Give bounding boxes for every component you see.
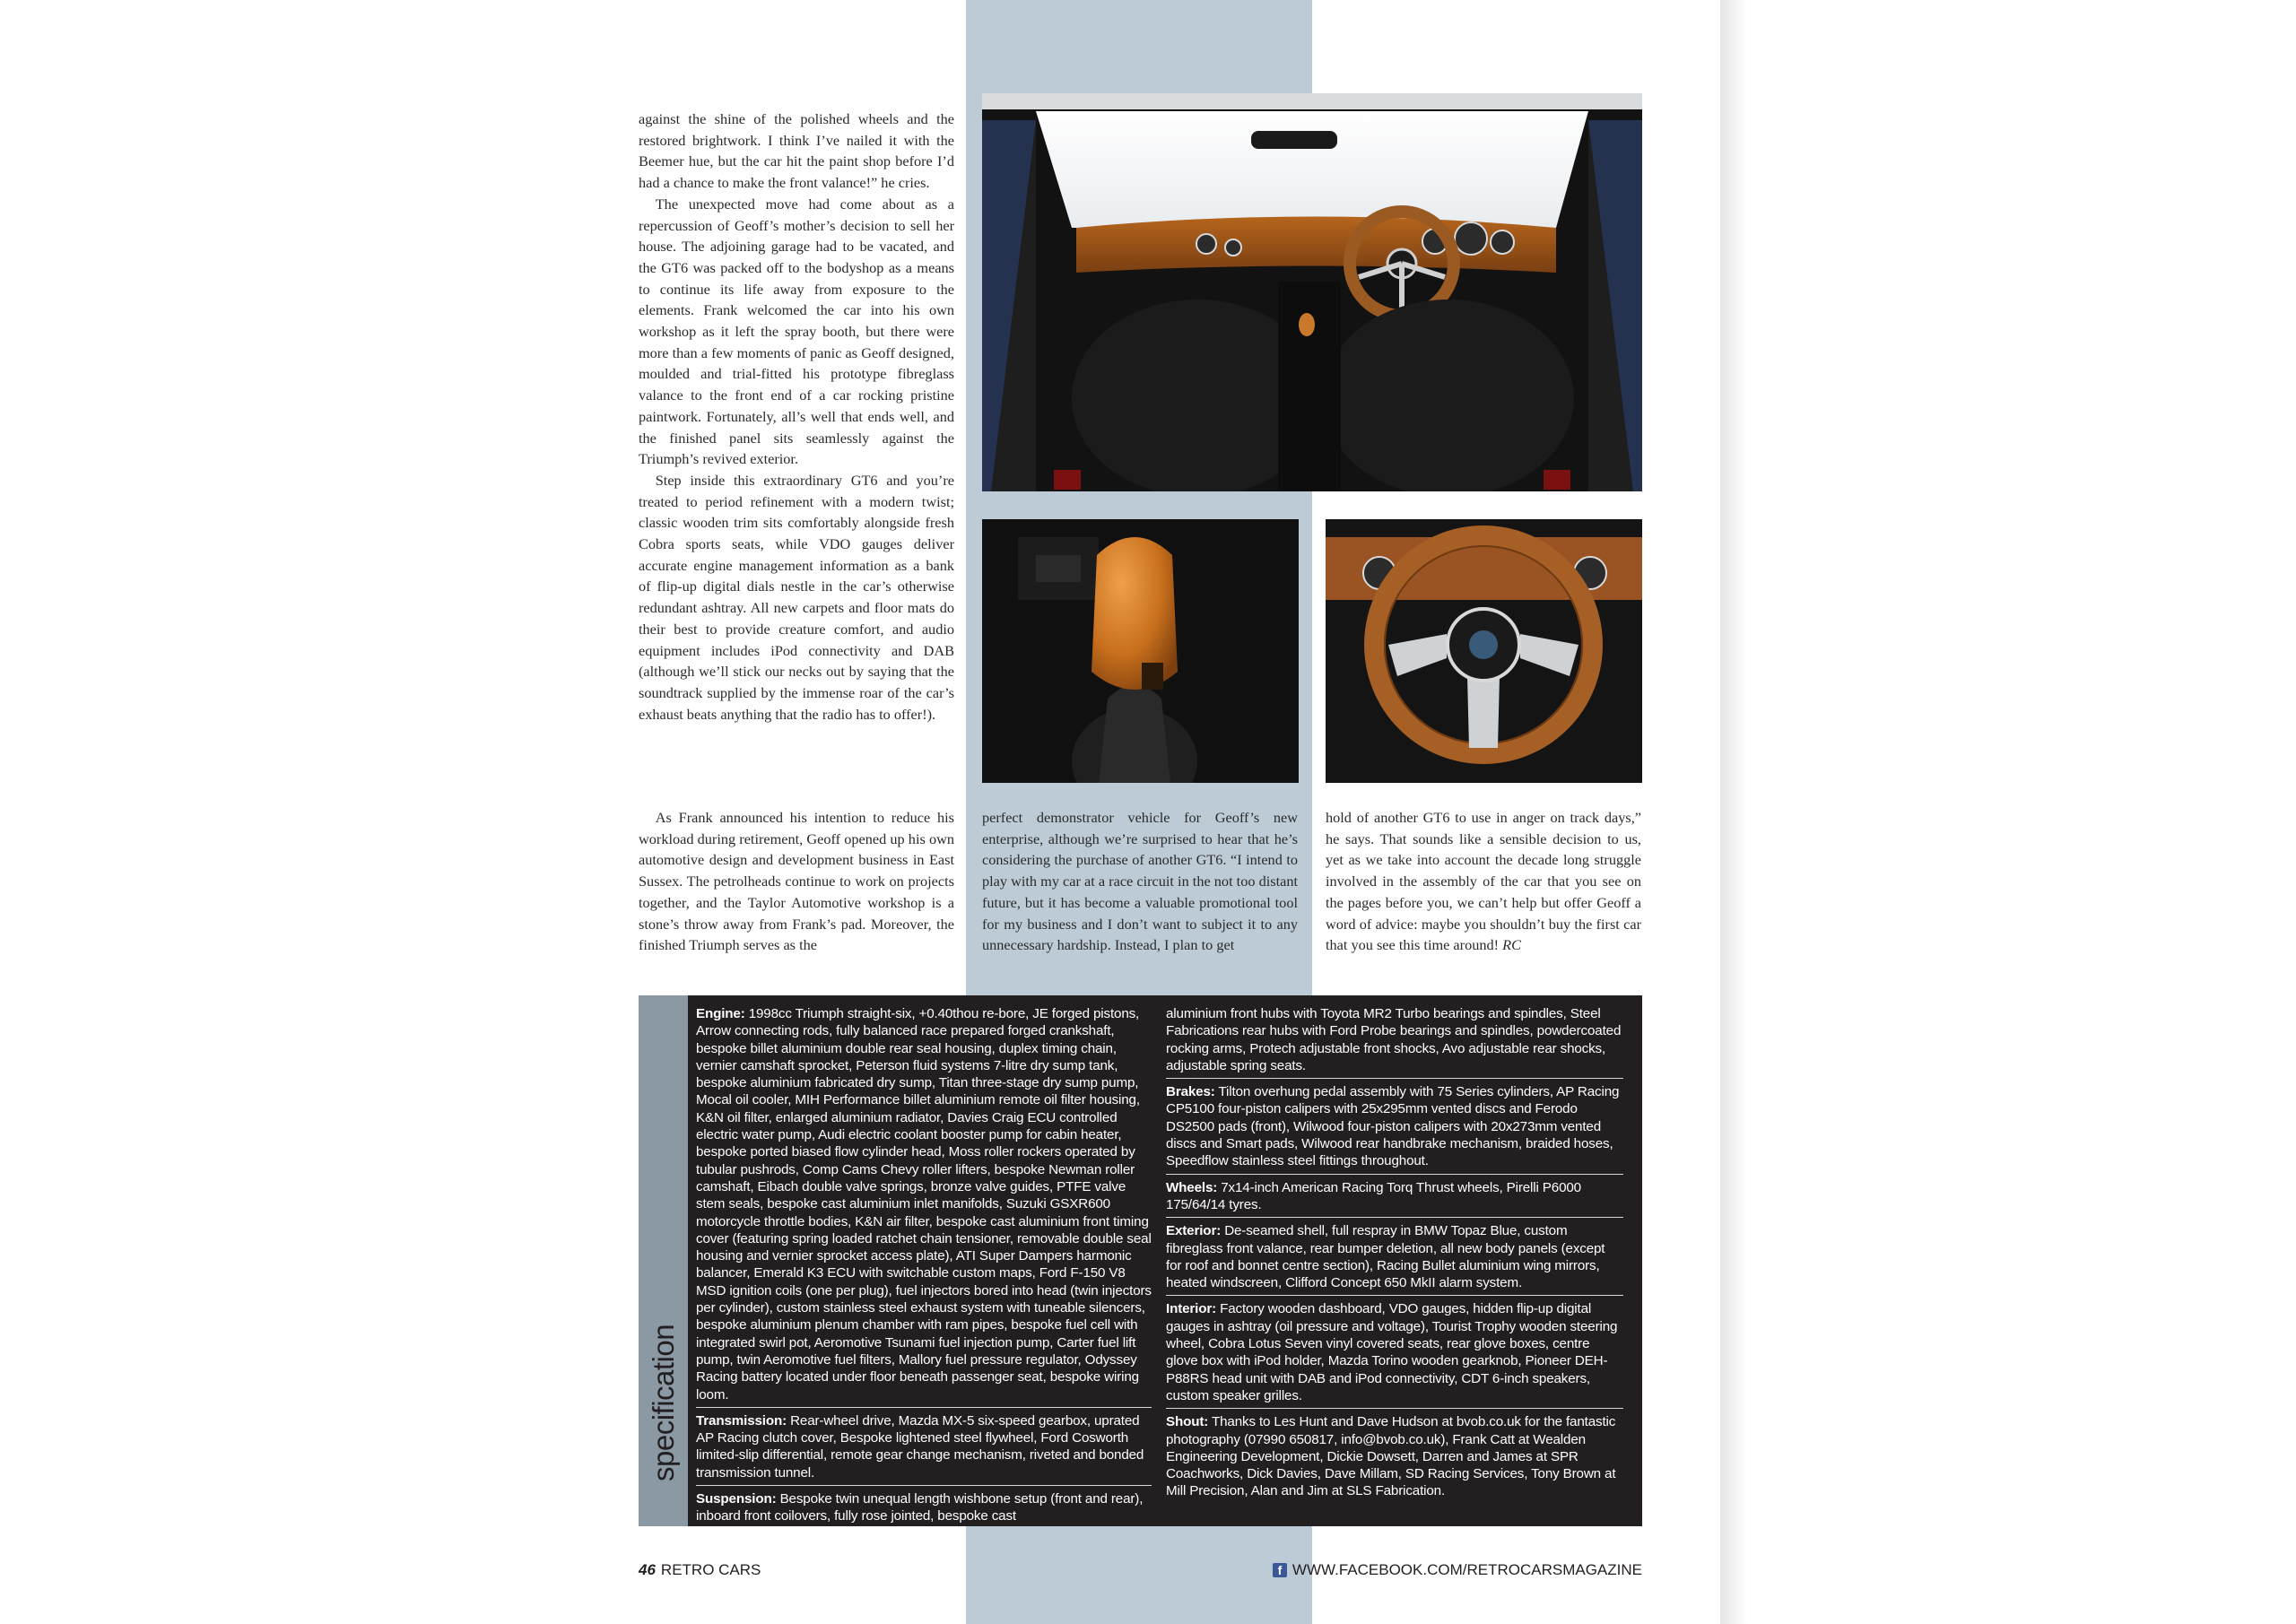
spec-item-interior: [1166, 1299, 1623, 1409]
facebook-url: WWW.FACEBOOK.COM/RETROCARSMAGAZINE: [1292, 1561, 1642, 1578]
spec-text: Rear-wheel drive, Mazda MX-5 six-speed gearbox, uprated AP Racing clutch cover, Bespoke lightened steel flywheel, Ford Cosworth limited-slip differential, remote gear change mechanism, riveted and bonded transmission tunnel.: [696, 1412, 1144, 1481]
spec-label: Suspension:: [696, 1491, 777, 1507]
spec-item-wheels: [1166, 1178, 1623, 1219]
spec-label: Engine:: [696, 1006, 745, 1021]
spec-item-transmission: [696, 1411, 1152, 1486]
page-footer-left: [639, 1561, 761, 1579]
specification-box: [639, 995, 1642, 1526]
spec-item-shout: [1166, 1412, 1623, 1503]
spec-item-suspension: [696, 1489, 1152, 1529]
gearknob-image: [982, 519, 1299, 783]
interior-photo: [982, 93, 1642, 491]
spec-item-suspension-continued: [1166, 1004, 1623, 1079]
spec-item-brakes: [1166, 1082, 1623, 1174]
magazine-page: [572, 0, 1720, 1624]
spec-text: 7x14-inch American Racing Torq Thrust wheels, Pirelli P6000 175/64/14 tyres.: [1166, 1179, 1581, 1212]
spec-label: Interior:: [1166, 1301, 1217, 1317]
spec-text: Factory wooden dashboard, VDO gauges, hidden flip-up digital gauges in ashtray (oil pressure and voltage), Tourist Trophy wooden steering wheel, Cobra Lotus Seven vinyl covered seats, rear glove boxes, centre glove box with iPod holder, Mazda Torino wooden gearknob, Pioneer DEH-P88RS head unit with DAB and iPod connectivity, CDT 6-inch speakers, custom speaker grilles.: [1166, 1301, 1618, 1403]
spec-text: Bespoke twin unequal length wishbone setup (front and rear), inboard front coilovers, fully rose jointed, bespoke cast: [696, 1491, 1144, 1524]
spec-text: De-seamed shell, full respray in BMW Topaz Blue, custom fibreglass front valance, rear bumper deletion, all new body panels (except for roof and bonnet centre section), Racing Bullet aluminium wing mirrors, heated windscreen, Clifford Concept 650 MkII alarm system.: [1166, 1223, 1605, 1291]
steering-wheel-image: [1326, 519, 1642, 783]
facebook-icon: f: [1273, 1563, 1287, 1577]
magazine-name: RETRO CARS: [660, 1561, 761, 1578]
paragraph: [1326, 807, 1641, 956]
spec-label: Exterior:: [1166, 1223, 1222, 1239]
paragraph: perfect demonstrator vehicle for Geoff’s new enterprise, although we’re surprised to hear that he’s considering the purchase of another GT6. “I intend to play with my car at a race circuit in the not too distant future, but it has become a valuable promotional tool for my business and I don’t want to subject it to any unnecessary hardship. Instead, I plan to get: [982, 809, 1298, 954]
steering-wheel-photo: [1326, 519, 1642, 783]
spec-item-engine: [696, 1004, 1152, 1408]
paragraph: Step inside this extraordinary GT6 and you’re treated to period refinement with a modern twist; classic wooden trim sits comfortably alongside fresh Cobra sports seats, while VDO gauges deliver accurate engine management information as a bank of flip-up digital dials nestle in the car’s otherwise redundant ashtray. All new carpets and floor mats do their best to provide creature comfort, and audio equipment includes iPod connectivity and DAB (although we’ll stick our necks out by saying that the soundtrack supplied by the immense roar of the car’s exhaust beats anything that the radio has to offer!).: [639, 471, 954, 723]
article-column-1: [639, 109, 954, 725]
gearknob-photo: [982, 519, 1299, 783]
paragraph: The unexpected move had come about as a repercussion of Geoff’s mother’s decision to sell her house. The adjoining garage had to be vacated, and the GT6 was packed off to the bodyshop as a means to continue its life away from exposure to the elements. Frank welcomed the car into his own workshop as it left the spray booth, but there were more than a few moments of panic as Geoff designed, moulded and trial-fitted his prototype fibreglass valance to the front end of a car rocking pristine paintwork. Fortunately, all’s well that ends well, and the finished panel sits seamlessly against the Triumph’s revived exterior.: [639, 195, 954, 468]
interior-image: [982, 93, 1642, 491]
page-footer-right: [1273, 1561, 1642, 1579]
spec-text: Thanks to Les Hunt and Dave Hudson at bvob.co.uk for the fantastic photography (07990 650817, info@bvob.co.uk), Frank Catt at Wealden Engineering Development, Dickie Dowsett, Darren and James at SPR Coachworks, Dick Davies, Dave Millam, SD Racing Services, Tony Brown at Mill Precision, Alan and Jim at SLS Fabrication.: [1166, 1414, 1616, 1499]
paragraph: As Frank announced his intention to reduce his workload during retirement, Geoff opened up his own automotive design and development business in East Sussex. The petrolheads continue to work on projects together, and the Taylor Automotive workshop is a stone’s throw away from Frank’s pad. Moreover, the finished Triumph serves as the: [639, 809, 954, 954]
specification-heading: specification: [647, 1324, 680, 1481]
article-column-1-continued: [639, 807, 954, 956]
specification-sidebar: [639, 995, 688, 1526]
page-shadow: [1720, 0, 1747, 1624]
spec-label: Transmission:: [696, 1412, 787, 1429]
spec-label: Wheels:: [1166, 1179, 1218, 1195]
spec-label: Brakes:: [1166, 1084, 1215, 1100]
article-column-3: [1326, 807, 1641, 956]
spec-column-right: [1166, 1004, 1623, 1504]
spec-text: aluminium front hubs with Toyota MR2 Turbo bearings and spindles, Steel Fabrications rear hubs with Ford Probe bearings and spindles, powdercoated rocking arms, Protech adjustable front shocks, Avo adjustable rear shocks, adjustable spring seats.: [1166, 1006, 1622, 1073]
spec-text: Tilton overhung pedal assembly with 75 Series cylinders, AP Racing CP5100 four-piston calipers with 25x295mm vented discs and Ferodo DS2500 pads (front), Wilwood four-piston calipers with 20x273mm vented discs and Smart pads, Wilwood rear handbrake mechanism, braided hoses, Speedflow stainless steel fittings throughout.: [1166, 1084, 1620, 1169]
spec-label: Shout:: [1166, 1414, 1209, 1430]
page-number: 46: [639, 1561, 656, 1578]
spec-item-exterior: [1166, 1221, 1623, 1296]
spec-column-left: [696, 1004, 1152, 1529]
author-initials: RC: [1502, 936, 1521, 954]
article-column-2: [982, 807, 1298, 956]
spec-text: 1998cc Triumph straight-six, +0.40thou re-bore, JE forged pistons, Arrow connecting rods, fully balanced race prepared forged crankshaft, bespoke billet aluminium double rear seal housing, duplex timing chain, vernier camshaft sprocket, Peterson fluid systems 7-litre dry sump tank, bespoke aluminium fabricated dry sump, Titan three-stage dry sump pump, Mocal oil cooler, MIH Performance billet aluminium remote oil filter housing, K&N oil filter, enlarged aluminium radiator, Davies Craig ECU controlled electric water pump, Audi electric coolant booster pump for cabin heater, bespoke ported biased flow cylinder head, Moss roller rockers operated by tubular pushrods, Comp Cams Chevy roller lifters, bespoke Newman roller camshaft, Eibach double valve springs, bronze valve guides, PTFE valve stem seals, bespoke cast aluminium inlet manifolds, Suzuki GSXR600 motorcycle throttle bodies, K&N air filter, bespoke cast aluminium front timing cover (featuring spring loaded ratchet chain tensioner, removable double seal housing and vernier sprocket access plate), ATI Super Dampers harmonic balancer, Emerald K3 ECU with switchable custom maps, Ford F-150 V8 MSD ignition coils (one per plug), fuel injectors bored into head (twin injectors per cylinder), custom stainless steel exhaust system with tuneable silencers, bespoke aluminium plenum chamber with ram pipes, bespoke fuel cell with integrated swirl pot, Aeromotive Tsunami fuel injection pump, Carter fuel lift pump, twin Aeromotive fuel filters, Mallory fuel pressure regulator, Odyssey Racing battery located under floor beneath passenger seat, bespoke wiring loom.: [696, 1006, 1152, 1403]
paragraph: against the shine of the polished wheels and the restored brightwork. I think I’ve nailed it with the Beemer hue, but the car hit the paint shop before I’d had a chance to make the front valance!” he cries.: [639, 110, 954, 192]
paragraph-text: hold of another GT6 to use in anger on track days,” he says. That sounds like a sensible decision to us, yet as we take into account the decade long struggle involved in the assembly of the car that you see on the pages before you, we can’t help but offer Geoff a word of advice: maybe you shouldn’t buy the first car that you see this time around!: [1326, 809, 1641, 954]
